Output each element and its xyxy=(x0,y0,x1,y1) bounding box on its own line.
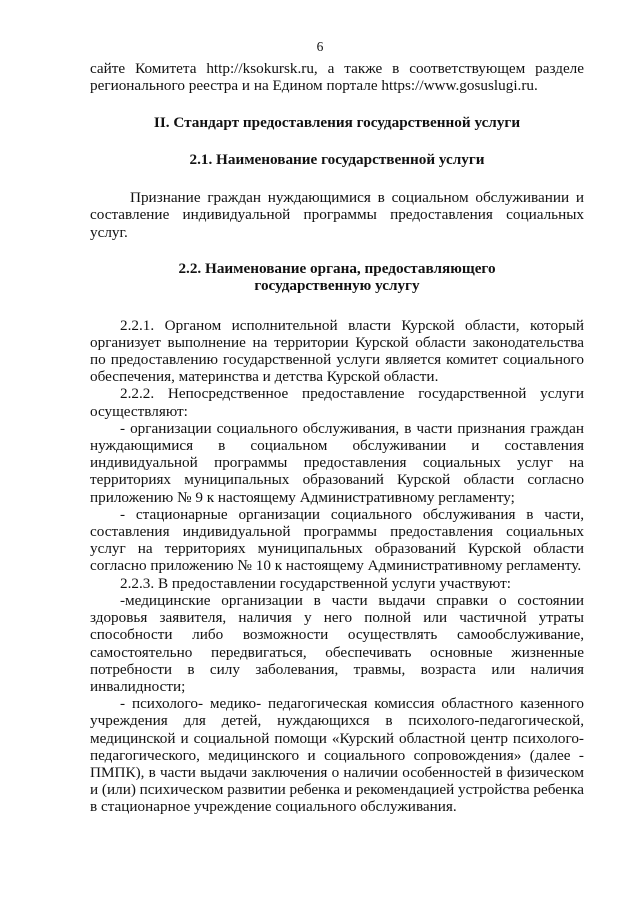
subsection-2-1-text: Признание граждан нуждающимися в социальном обслуживании и составление индивидуальной программы предоставления социальных услуг. xyxy=(90,189,584,241)
paragraph-2-2-3: 2.2.3. В предоставлении государственной услуги участвуют: xyxy=(120,574,511,592)
subsection-2-1-title: 2.1. Наименование государственной услуги xyxy=(189,150,485,168)
paragraph-2-2-2: 2.2.2. Непосредственное предоставление государственной услуги осуществляют: xyxy=(90,385,584,420)
subsection-2-2-title xyxy=(90,260,584,295)
list-item-pmpk: - психолого- медико- педагогическая комиссия областного казенного учреждения для детей, нуждающихся в психолого-педагогической, медицинской и социальной помощи «Курский областной центр психолого-педагогического, медицинского и социального сопровождения» (далее - ПМПК), в части выдачи заключения о наличии особенностей в физическом и (или) психическом развитии ребенка и рекомендацией устройства ребенка в стационарное учреждение социального обслуживания. xyxy=(90,695,584,816)
document-body xyxy=(90,60,584,816)
paragraph-2-2-1: 2.2.1. Органом исполнительной власти Курской области, который организует выполнение на территории Курской области законодательства по предоставлению государственной услуги является комитет социального обеспечения, материнства и детства Курской области. xyxy=(90,316,584,386)
section-title: II. Стандарт предоставления государственной услуги xyxy=(153,114,521,132)
intro-paragraph: сайте Комитета http://ksokursk.ru, а также в соответствующем разделе регионального реестра и на Едином портале https://www.gosuslugi.ru. xyxy=(90,60,584,95)
list-item-stationary-organizations: - стационарные организации социального обслуживания в части, составления индивидуальной программы предоставления социальных услуг на территориях муниципальных образований Курской области согласно приложению № 10 к настоящему Административному регламенту. xyxy=(90,505,584,575)
subsection-2-2-title-line1: 2.2. Наименование органа, предоставляющего xyxy=(178,259,496,277)
list-item-medical-organizations: -медицинские организации в части выдачи справки о состоянии здоровья заявителя, наличия у него полной или частичной утраты способности либо возможности осуществлять самообслуживание, самостоятельно передвигаться, обеспечивать основные жизненные потребности в силу заболевания, травмы, возраста или наличия инвалидности; xyxy=(90,591,584,695)
page-number: 6 xyxy=(316,39,324,54)
list-item-social-organizations: - организации социального обслуживания, в части признания граждан нуждающимися в социальном обслуживании и составления индивидуальной программы предоставления социальных услуг на территориях муниципальных образований Курской области согласно приложению № 9 к настоящему Административному регламенту; xyxy=(90,419,584,506)
subsection-2-2-title-line2: государственную услугу xyxy=(254,277,420,295)
